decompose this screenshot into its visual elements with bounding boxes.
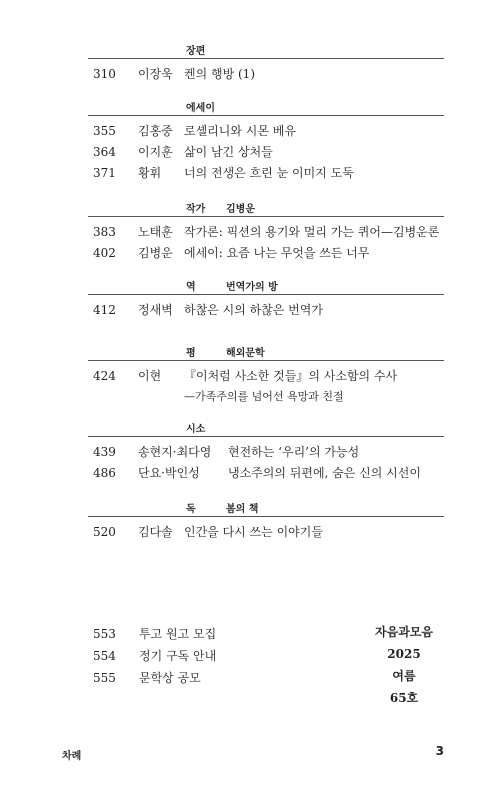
entry-page: 424 bbox=[93, 369, 116, 383]
section-header bbox=[88, 276, 444, 295]
toc-entry[interactable] bbox=[88, 463, 444, 484]
section-reading bbox=[88, 498, 444, 543]
toc-entry[interactable] bbox=[88, 121, 444, 142]
magazine-issue: 65호 bbox=[389, 691, 419, 705]
entry-title: 『이처럼 사소한 것들』의 사소함의 수사 bbox=[184, 369, 398, 383]
section-writer bbox=[88, 198, 444, 264]
toc-entry[interactable] bbox=[88, 64, 444, 85]
entry-page: 486 bbox=[93, 466, 116, 480]
entry-author: 이지훈 bbox=[138, 145, 173, 159]
page-number: 3 bbox=[435, 744, 444, 758]
entry-title: 삶이 남긴 상처들 bbox=[184, 145, 273, 159]
entry-title: 인간을 다시 쓰는 이야기들 bbox=[184, 525, 323, 539]
section-genre: 장편 bbox=[186, 46, 206, 57]
section-header bbox=[88, 198, 444, 217]
entry-author: 김병운 bbox=[138, 246, 173, 260]
section-novel bbox=[88, 40, 444, 85]
entry-page: 402 bbox=[93, 246, 116, 260]
entry-page: 355 bbox=[93, 124, 116, 138]
entry-page: 520 bbox=[93, 525, 116, 539]
entry-title: 현전하는 ‘우리’의 가능성 bbox=[228, 445, 360, 459]
section-header bbox=[88, 418, 444, 437]
section-genre: 시소 bbox=[186, 424, 206, 435]
section-topic: 해외문학 bbox=[226, 348, 265, 359]
entry-page: 364 bbox=[93, 145, 116, 159]
notice-page: 553 bbox=[93, 627, 116, 641]
section-genre: 평 bbox=[186, 348, 196, 359]
section-header bbox=[88, 342, 444, 361]
section-header bbox=[88, 97, 444, 116]
notice-item[interactable] bbox=[93, 623, 216, 645]
toc-entry[interactable] bbox=[88, 300, 444, 321]
section-siso bbox=[88, 418, 444, 484]
section-header bbox=[88, 40, 444, 59]
toc-entry[interactable] bbox=[88, 442, 444, 463]
section-genre: 에세이 bbox=[186, 103, 215, 114]
entry-title: 냉소주의의 뒤편에, 숨은 신의 시선이 bbox=[228, 466, 421, 480]
entry-author: 송현지·최다영 bbox=[138, 445, 212, 459]
section-genre: 역 bbox=[186, 282, 196, 293]
entry-subtitle-row bbox=[88, 387, 444, 407]
entry-title: 로셸리니와 시몬 베유 bbox=[184, 124, 296, 138]
entry-title: 작가론: 픽션의 용기와 멀리 가는 퀴어—김병운론 bbox=[184, 225, 440, 239]
magazine-name: 자음과모음 bbox=[375, 625, 433, 639]
entry-author: 황휘 bbox=[138, 166, 162, 180]
magazine-year: 2025 bbox=[387, 647, 421, 661]
entry-title: 에세이: 요즘 나는 무엇을 쓰든 너무 bbox=[184, 246, 370, 260]
entry-page: 412 bbox=[93, 303, 116, 317]
entry-author: 김다솔 bbox=[138, 525, 173, 539]
section-topic: 봄의 책 bbox=[226, 504, 259, 515]
magazine-season: 여름 bbox=[392, 669, 416, 683]
entry-subtitle: —가족주의를 넘어선 욕망과 친절 bbox=[184, 390, 344, 403]
toc-entry[interactable] bbox=[88, 243, 444, 264]
toc-entry[interactable] bbox=[88, 222, 444, 243]
notice-page: 555 bbox=[93, 671, 116, 685]
entry-author: 김홍중 bbox=[138, 124, 173, 138]
notice-item[interactable] bbox=[93, 667, 201, 689]
toc-entry[interactable] bbox=[88, 163, 444, 184]
notice-title: 문학상 공모 bbox=[139, 671, 201, 685]
notice-page: 554 bbox=[93, 649, 116, 663]
entry-author: 이현 bbox=[138, 369, 162, 383]
entry-title: 하찮은 시의 하찮은 번역가 bbox=[184, 303, 323, 317]
notice-title: 정기 구독 안내 bbox=[139, 649, 217, 663]
section-criticism bbox=[88, 342, 444, 407]
entry-author: 이장욱 bbox=[138, 67, 173, 81]
section-translation bbox=[88, 276, 444, 321]
entry-author: 노태훈 bbox=[138, 225, 173, 239]
section-topic: 김병운 bbox=[226, 204, 255, 215]
entry-page: 310 bbox=[93, 67, 116, 81]
footer-label: 차례 bbox=[62, 751, 82, 762]
section-genre: 작가 bbox=[186, 204, 206, 215]
section-genre: 독 bbox=[186, 504, 196, 515]
entry-title: 너의 전생은 흐린 눈 이미지 도둑 bbox=[184, 166, 354, 180]
toc-entry[interactable] bbox=[88, 142, 444, 163]
entry-page: 371 bbox=[93, 166, 116, 180]
magazine-info bbox=[364, 621, 444, 709]
entry-title: 켄의 행방 (1) bbox=[184, 67, 255, 81]
entry-page: 439 bbox=[93, 445, 116, 459]
section-topic: 번역가의 방 bbox=[226, 282, 278, 293]
section-essay bbox=[88, 97, 444, 184]
section-header bbox=[88, 498, 444, 517]
notice-item[interactable] bbox=[93, 645, 216, 667]
toc-entry[interactable] bbox=[88, 366, 444, 387]
toc-entry[interactable] bbox=[88, 522, 444, 543]
entry-author: 정새벽 bbox=[138, 303, 173, 317]
entry-page: 383 bbox=[93, 225, 116, 239]
notice-title: 투고 원고 모집 bbox=[139, 627, 217, 641]
entry-author: 단요·박인성 bbox=[138, 466, 200, 480]
